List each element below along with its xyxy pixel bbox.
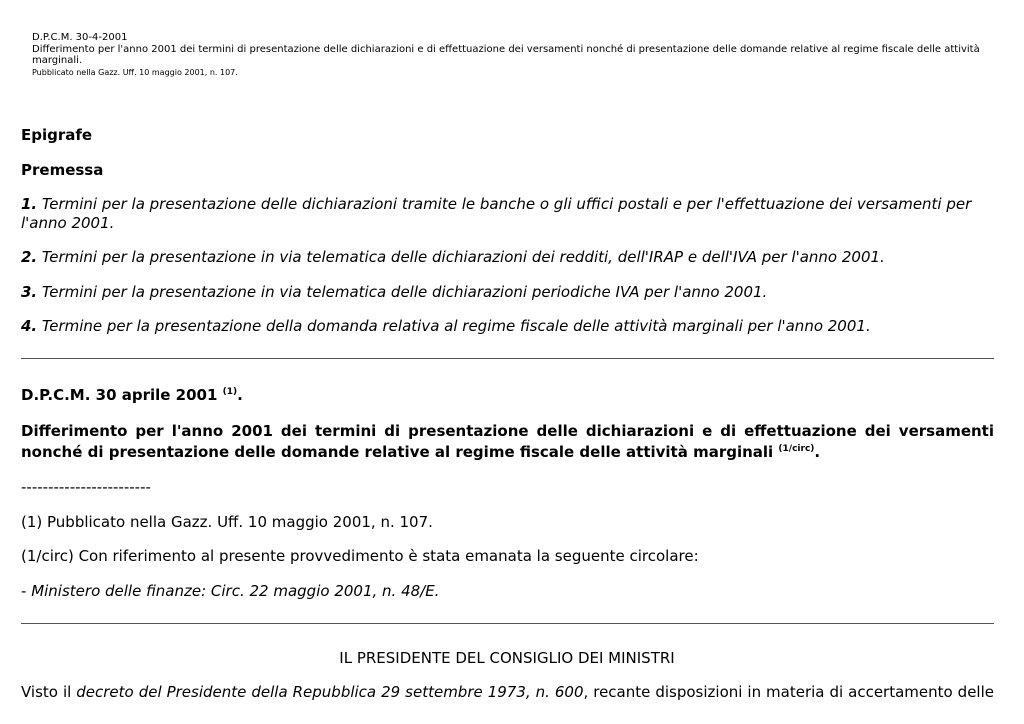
toc-epigrafe-link[interactable]: Epigrafe	[21, 126, 93, 144]
toc-item-text: Termini per la presentazione in via telematica delle dichiarazioni dei redditi, dell'IRAP e dell'IVA per l'anno 2001.	[41, 248, 885, 266]
footnote-1: (1) Pubblicato nella Gazz. Uff. 10 maggio 2001, n. 107.	[21, 513, 433, 531]
visto-rest: , recante disposizioni in materia di accertamento delle	[583, 683, 994, 701]
subtitle-period: .	[814, 443, 821, 461]
circular-link[interactable]: Ministero delle finanze: Circ. 22 maggio 2001, n. 48/E.	[31, 582, 440, 600]
toc-item-number: 2.	[21, 248, 38, 266]
header-publication: Pubblicato nella Gazz. Uff. 10 maggio 2001, n. 107.	[32, 67, 238, 77]
toc-item-number: 3.	[21, 283, 38, 301]
document-subtitle-text: Differimento per l'anno 2001 dei termini di presentazione delle dichiarazioni e di effettuazione dei versamenti nonché di presentazione delle domande relative al regime fiscale delle attività marginali	[21, 422, 994, 461]
document-header	[32, 32, 994, 78]
visto-prefix: Visto il	[21, 683, 77, 701]
toc-item-number: 4.	[21, 317, 38, 335]
toc-item-2[interactable]	[21, 248, 994, 267]
toc-item-1[interactable]	[21, 195, 994, 233]
title-period: .	[237, 386, 243, 404]
footnote-ref-circ[interactable]: (1/circ)	[778, 444, 815, 454]
toc-item-text: Termini per la presentazione delle dichiarazioni tramite le banche o gli uffici postali e per l'effettuazione dei versamenti per l'anno 2001.	[21, 195, 972, 232]
circular-reference	[21, 582, 994, 600]
document-subtitle	[21, 421, 994, 463]
toc-premessa-link[interactable]: Premessa	[21, 161, 104, 179]
header-title: Differimento per l'anno 2001 dei termini di presentazione delle dichiarazioni e di effettuazione dei versamenti nonché di presentazione delle domande relative al regime fiscale delle attività marginali.	[32, 43, 980, 66]
toc-item-text: Termine per la presentazione della domanda relativa al regime fiscale delle attività marginali per l'anno 2001.	[41, 317, 871, 335]
toc-item-4[interactable]	[21, 317, 994, 336]
divider	[21, 358, 994, 359]
president-heading: IL PRESIDENTE DEL CONSIGLIO DEI MINISTRI	[339, 649, 675, 667]
separator-dashes: ------------------------	[21, 478, 151, 496]
toc-item-number: 1.	[21, 195, 38, 213]
footnote-circ: (1/circ) Con riferimento al presente provvedimento è stata emanata la seguente circolare:	[21, 547, 699, 565]
document-title	[21, 386, 243, 404]
divider	[21, 623, 994, 624]
toc-item-text: Termini per la presentazione in via telematica delle dichiarazioni periodiche IVA per l'anno 2001.	[41, 283, 768, 301]
toc-item-3[interactable]	[21, 283, 994, 302]
circular-dash: -	[21, 582, 32, 600]
document-title-text: D.P.C.M. 30 aprile 2001	[21, 386, 218, 404]
visto-paragraph	[21, 683, 994, 701]
footnote-ref-1[interactable]: (1)	[222, 387, 238, 397]
decree-link[interactable]: decreto del Presidente della Repubblica 29 settembre 1973, n. 600	[76, 683, 584, 701]
header-code: D.P.C.M. 30-4-2001	[32, 32, 128, 43]
